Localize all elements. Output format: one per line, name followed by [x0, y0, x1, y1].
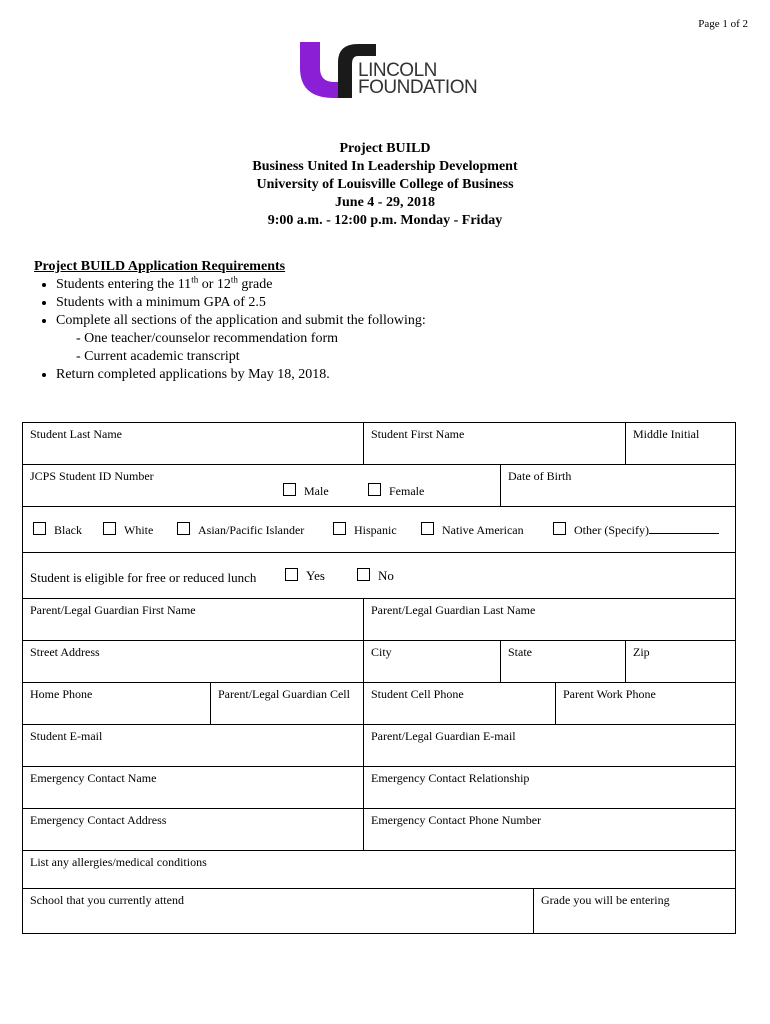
- student-email-label: Student E-mail: [30, 729, 103, 743]
- parent-work-phone-field[interactable]: [555, 683, 735, 724]
- logo-line-foundation: FOUNDATION: [358, 77, 478, 98]
- lunch-yes-checkbox[interactable]: [285, 568, 298, 581]
- student-last-name-field[interactable]: [23, 423, 363, 464]
- male-checkbox[interactable]: [283, 483, 296, 496]
- emergency-address-label: Emergency Contact Address: [30, 813, 167, 827]
- middle-initial-field[interactable]: [625, 423, 735, 464]
- req-grade-sup2: th: [230, 274, 238, 285]
- header-title: Project BUILD: [339, 141, 431, 156]
- header-dates: June 4 - 29, 2018: [335, 195, 435, 210]
- row-emergency-contact: [23, 767, 735, 809]
- lunch-yes-label: Yes: [306, 568, 325, 583]
- req-grade-post: grade: [237, 277, 273, 292]
- page-number: Page 1 of 2: [698, 18, 748, 30]
- asian-checkbox[interactable]: [177, 522, 190, 535]
- other-label: Other (Specify): [574, 523, 649, 537]
- row-student-name: [23, 423, 735, 465]
- ethnicity-native-option[interactable]: [421, 522, 524, 538]
- lunch-no-label: No: [378, 568, 394, 583]
- requirements-section: [34, 258, 426, 384]
- guardian-last-name-field[interactable]: [363, 599, 735, 640]
- requirement-sub-recommendation: - One teacher/counselor recommendation form: [76, 331, 339, 346]
- other-checkbox[interactable]: [553, 522, 566, 535]
- student-cell-label: Student Cell Phone: [371, 687, 464, 701]
- req-grade-pre: Students entering the 11: [56, 277, 192, 292]
- emergency-phone-label: Emergency Contact Phone Number: [371, 813, 542, 827]
- student-last-name-label: Student Last Name: [30, 427, 122, 441]
- black-checkbox[interactable]: [33, 522, 46, 535]
- guardian-cell-field[interactable]: [210, 683, 363, 724]
- row-emails: [23, 725, 735, 767]
- parent-work-phone-label: Parent Work Phone: [563, 687, 656, 701]
- requirement-complete: • Complete all sections of the application and submit the following:: [56, 312, 426, 330]
- state-field[interactable]: [500, 641, 625, 682]
- white-checkbox[interactable]: [103, 522, 116, 535]
- guardian-cell-label: Parent/Legal Guardian Cell: [218, 687, 350, 701]
- emergency-contact-name-label: Emergency Contact Name: [30, 771, 157, 785]
- asian-label: Asian/Pacific Islander: [198, 523, 305, 537]
- row-ethnicity: [23, 507, 735, 553]
- header-university: University of Louisville College of Business: [256, 177, 514, 192]
- gender-female-option[interactable]: [368, 483, 424, 499]
- requirement-gpa: • Students with a minimum GPA of 2.5: [56, 294, 426, 312]
- street-address-label: Street Address: [30, 645, 100, 659]
- female-checkbox[interactable]: [368, 483, 381, 496]
- middle-initial-label: Middle Initial: [633, 427, 700, 441]
- emergency-address-field[interactable]: [23, 809, 363, 850]
- date-of-birth-field[interactable]: [500, 465, 735, 506]
- row-id-gender-dob: [23, 465, 735, 507]
- jcps-id-label: JCPS Student ID Number: [30, 469, 154, 483]
- req-grade-mid: or 12: [198, 277, 231, 292]
- requirement-deadline: • Return completed applications by May 18, 2018.: [56, 366, 426, 384]
- guardian-email-field[interactable]: [363, 725, 735, 766]
- zip-label: Zip: [633, 645, 650, 659]
- ethnicity-black-option[interactable]: [33, 522, 82, 538]
- student-first-name-label: Student First Name: [371, 427, 465, 441]
- guardian-last-name-label: Parent/Legal Guardian Last Name: [371, 603, 536, 617]
- guardian-first-name-label: Parent/Legal Guardian First Name: [30, 603, 196, 617]
- emergency-phone-field[interactable]: [363, 809, 735, 850]
- emergency-contact-name-field[interactable]: [23, 767, 363, 808]
- zip-field[interactable]: [625, 641, 735, 682]
- requirements-list: [34, 276, 426, 384]
- header-times: 9:00 a.m. - 12:00 p.m. Monday - Friday: [267, 213, 503, 228]
- other-specify-line[interactable]: [649, 523, 719, 534]
- dob-label: Date of Birth: [508, 469, 572, 483]
- student-email-field[interactable]: [23, 725, 363, 766]
- ethnicity-white-option[interactable]: [103, 522, 153, 538]
- male-label: Male: [304, 484, 329, 498]
- lunch-question: Student is eligible for free or reduced lunch: [30, 570, 257, 585]
- home-phone-field[interactable]: [23, 683, 210, 724]
- jcps-id-field[interactable]: [23, 465, 500, 506]
- student-cell-field[interactable]: [363, 683, 555, 724]
- grade-entering-label: Grade you will be entering: [541, 893, 670, 907]
- gender-male-option[interactable]: [283, 483, 329, 499]
- ethnicity-other-option[interactable]: [553, 522, 719, 538]
- allergies-label: List any allergies/medical conditions: [30, 855, 207, 869]
- white-label: White: [124, 523, 154, 537]
- header-subtitle: Business United In Leadership Development: [252, 159, 518, 174]
- program-header: [0, 140, 770, 230]
- req-grade-sup1: th: [191, 274, 199, 285]
- black-label: Black: [54, 523, 82, 537]
- guardian-email-label: Parent/Legal Guardian E-mail: [371, 729, 516, 743]
- ethnicity-asian-option[interactable]: [177, 522, 304, 538]
- student-first-name-field[interactable]: [363, 423, 625, 464]
- current-school-label: School that you currently attend: [30, 893, 184, 907]
- row-address: [23, 641, 735, 683]
- row-emergency-address: [23, 809, 735, 851]
- emergency-relationship-field[interactable]: [363, 767, 735, 808]
- row-phones: [23, 683, 735, 725]
- logo-line-lincoln: LINCOLN: [358, 60, 437, 81]
- ethnicity-hispanic-option[interactable]: [333, 522, 397, 538]
- row-lunch: [23, 553, 735, 599]
- home-phone-label: Home Phone: [30, 687, 93, 701]
- native-american-label: Native American: [442, 523, 524, 537]
- guardian-first-name-field[interactable]: [23, 599, 363, 640]
- logo-wordmark: [358, 62, 477, 96]
- city-label: City: [371, 645, 392, 659]
- hispanic-label: Hispanic: [354, 523, 397, 537]
- current-school-field[interactable]: [23, 889, 533, 933]
- allergies-field[interactable]: [23, 851, 735, 888]
- city-field[interactable]: [363, 641, 500, 682]
- grade-entering-field[interactable]: [533, 889, 735, 933]
- state-label: State: [508, 645, 532, 659]
- lunch-no-option[interactable]: [357, 568, 394, 584]
- row-school: [23, 889, 735, 933]
- row-guardian-name: [23, 599, 735, 641]
- street-address-field[interactable]: [23, 641, 363, 682]
- lunch-yes-option[interactable]: [285, 568, 325, 584]
- row-allergies: [23, 851, 735, 889]
- female-label: Female: [389, 484, 425, 498]
- application-form: [22, 422, 736, 934]
- lunch-no-checkbox[interactable]: [357, 568, 370, 581]
- hispanic-checkbox[interactable]: [333, 522, 346, 535]
- native-american-checkbox[interactable]: [421, 522, 434, 535]
- requirement-grade: [56, 276, 426, 294]
- requirements-title: Project BUILD Application Requirements: [34, 259, 286, 274]
- emergency-relationship-label: Emergency Contact Relationship: [371, 771, 530, 785]
- requirement-sub-transcript: - Current academic transcript: [76, 349, 240, 364]
